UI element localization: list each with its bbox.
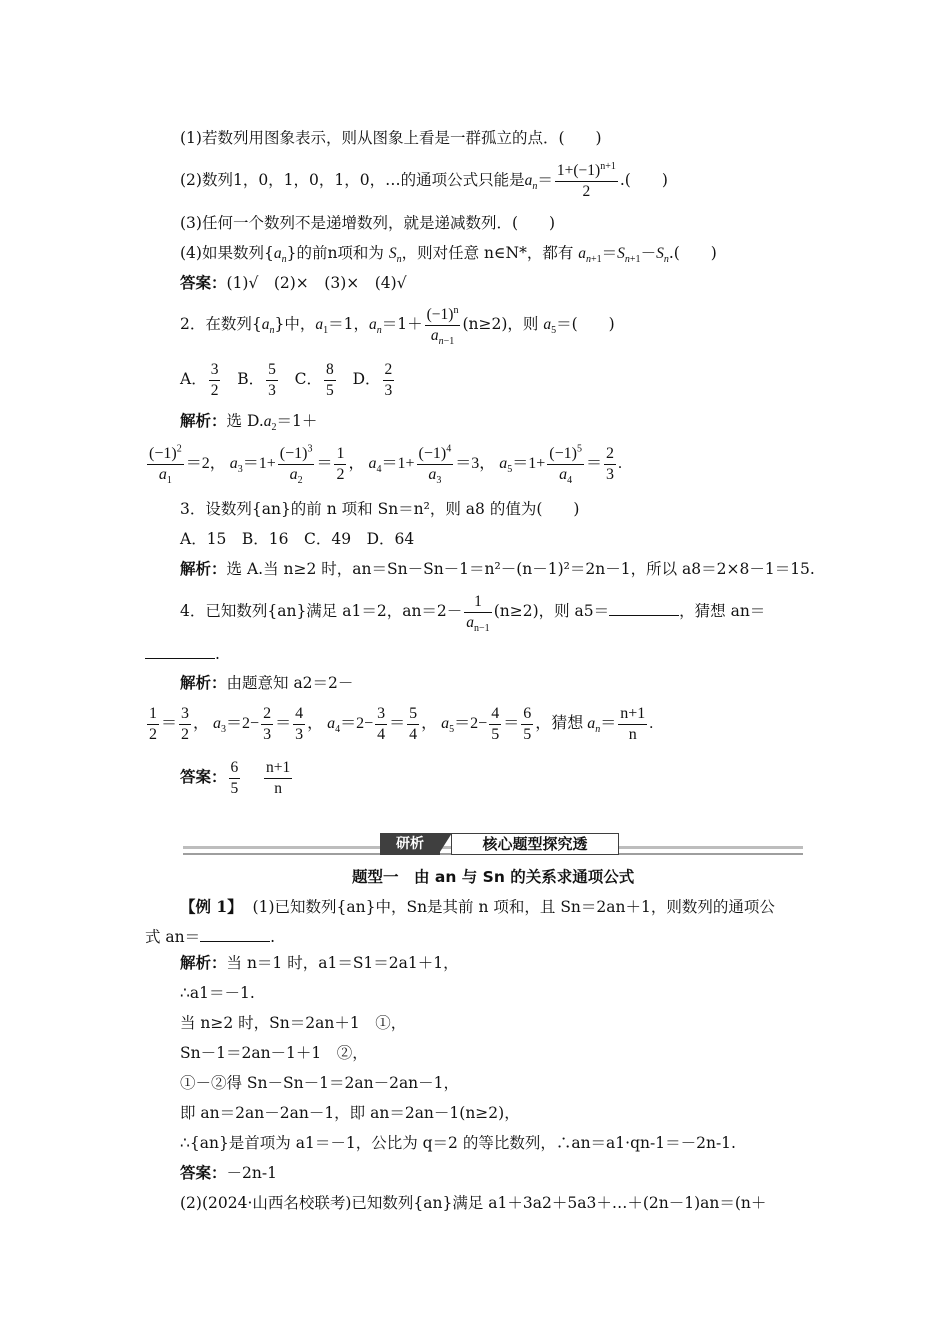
q4-answer: 答案： $\frac{6}{5}$ $\frac{n+1}{n}$ <box>180 758 291 797</box>
q2-choice-b: B． $\frac{5}{3}$ <box>237 360 276 399</box>
example1-part1-line1: 【例 1】 (1)已知数列{an}中，Sn是其前 n 项和，且 Sn＝2an＋1，则数列的通项公 <box>180 897 775 916</box>
banner-arrow-tip <box>438 833 452 855</box>
q1-answer-label: 答案： <box>180 273 227 292</box>
q1-item4: (4)如果数列$\{a_n\}$的前n项和为 $S_n$，则对任意 n∈N*，都有 $a_{n+1}=S_{n+1}-S_n$.( ) <box>180 244 717 266</box>
section-banner <box>183 831 803 859</box>
q4-stem: 4．已知数列{an}满足 a1＝2，an＝2－ $\frac{1}{a_{n-1}}$ (n≥2)，则 a5＝ ，猜想 an＝ <box>180 592 766 634</box>
q2-choices <box>180 357 396 401</box>
q1-item3: (3)任何一个数列不是递增数列，就是递减数列．( ) <box>180 214 556 232</box>
q1-item2: (2)数列1，0，1，0，1，0，…的通项公式只能是$a_n=$ $\frac{1+(-1)^{n+1}}{2}$ .( ) <box>180 160 668 200</box>
q1-item1: (1)若数列用图象表示，则从图象上看是一群孤立的点．( ) <box>180 129 602 147</box>
q3-stem: 3．设数列{an}的前 n 项和 Sn＝n²，则 a8 的值为( ) <box>180 500 580 518</box>
example1-step7: ∴{an}是首项为 a1＝－1，公比为 q＝2 的等比数列，∴an＝a1·qn-1＝－2n-1. <box>180 1134 736 1152</box>
q4-stem-fraction: $\frac{1}{a_{n-1}}$ <box>466 592 490 634</box>
example1-step5: ①－②得 Sn－Sn－1＝2an－2an－1， <box>180 1074 460 1092</box>
example1-step6: 即 an＝2an－2an－1，即 an＝2an－1(n≥2)， <box>180 1104 520 1122</box>
q3-choices: A．15 B．16 C．49 D．64 <box>180 530 415 548</box>
example1-step3: 当 n≥2 时，Sn＝2an＋1 ①， <box>180 1014 407 1032</box>
banner-label-left: 研析 <box>380 833 440 855</box>
example1-step1: 解析：当 n＝1 时，a1＝S1＝2a1＋1， <box>180 953 459 972</box>
section-title: 题型一 由 an 与 Sn 的关系求通项公式 <box>352 868 635 886</box>
example1-part1-line2: 式 an＝ . <box>145 928 276 946</box>
q2-choice-c: C． $\frac{8}{5}$ <box>294 360 334 399</box>
q1-answer: 答案：(1)√ (2)× (3)× (4)√ <box>180 273 407 292</box>
q2-choice-d: D． $\frac{2}{3}$ <box>352 360 393 399</box>
q1-item2-fraction: $\frac{1+(-1)^{n+1}}{2}$ <box>556 160 616 200</box>
q4-analysis-head: 解析：由题意知 a2＝2－ <box>180 673 354 692</box>
q2-analysis-head: 解析：选 $D.a_2=1+$ <box>180 411 318 434</box>
q4-stem-continuation: . <box>145 643 220 665</box>
q2-stem: 2．在数列$\{a_n\}$中，$a_1=1$，$a_n=1+$ $\frac{(-1)^n}{a_{n-1}}$ (n≥2)，则 $a_5=$( ) <box>180 304 615 347</box>
example1-step2: ∴a1＝－1. <box>180 984 255 1002</box>
example1-step4: Sn－1＝2an－1＋1 ②， <box>180 1044 368 1062</box>
q2-stem-fraction: $\frac{(-1)^n}{a_{n-1}}$ <box>426 304 459 347</box>
example1-part2: (2)(2024·山西名校联考)已知数列{an}满足 a1＋3a2＋5a3＋…＋(2n－1)an＝(n＋ <box>180 1194 767 1212</box>
q2-analysis-terms: $\frac{(-1)^2}{a_1}$ ＝2， $a_3=1+$ $\frac{(-1)^3}{a_2}$ ＝ $\frac{1}{2}$ ， $a_4=1+$ $\frac{(-1)^4}{a_3}$ ＝3， $a_5=1+$ $\frac{(-1)^5}{a_4}$ ＝ $\frac{2}{3}$ . <box>149 443 622 487</box>
example1-answer: 答案：－2n-1 <box>180 1163 277 1182</box>
q4-analysis-terms: $\frac{1}{2}$ ＝ $\frac{3}{2}$ ， $a_3=2-$ $\frac{2}{3}$ ＝ $\frac{4}{3}$ ， $a_4=2-$ $\frac{3}{4}$ ＝ $\frac{5}{4}$ ， $a_5=2-$ $\frac{4}{5}$ ＝ $\frac{6}{5}$ ，猜想 $a_n=$ $\frac{n+1}{n}$ . <box>149 704 654 743</box>
q1-item2-pre: (2)数列1，0，1，0，1，0，…的通项公式只能是 <box>180 171 525 189</box>
q2-choice-a: A． $\frac{3}{2}$ <box>180 360 219 399</box>
q3-analysis: 解析：选 A.当 n≥2 时，an＝Sn－Sn－1＝n²－(n－1)²＝2n－1，所以 a8＝2×8－1＝15. <box>180 559 815 578</box>
banner-label-right: 核心题型探究透 <box>451 833 619 855</box>
example1-label: 【例 1】 <box>180 897 243 916</box>
